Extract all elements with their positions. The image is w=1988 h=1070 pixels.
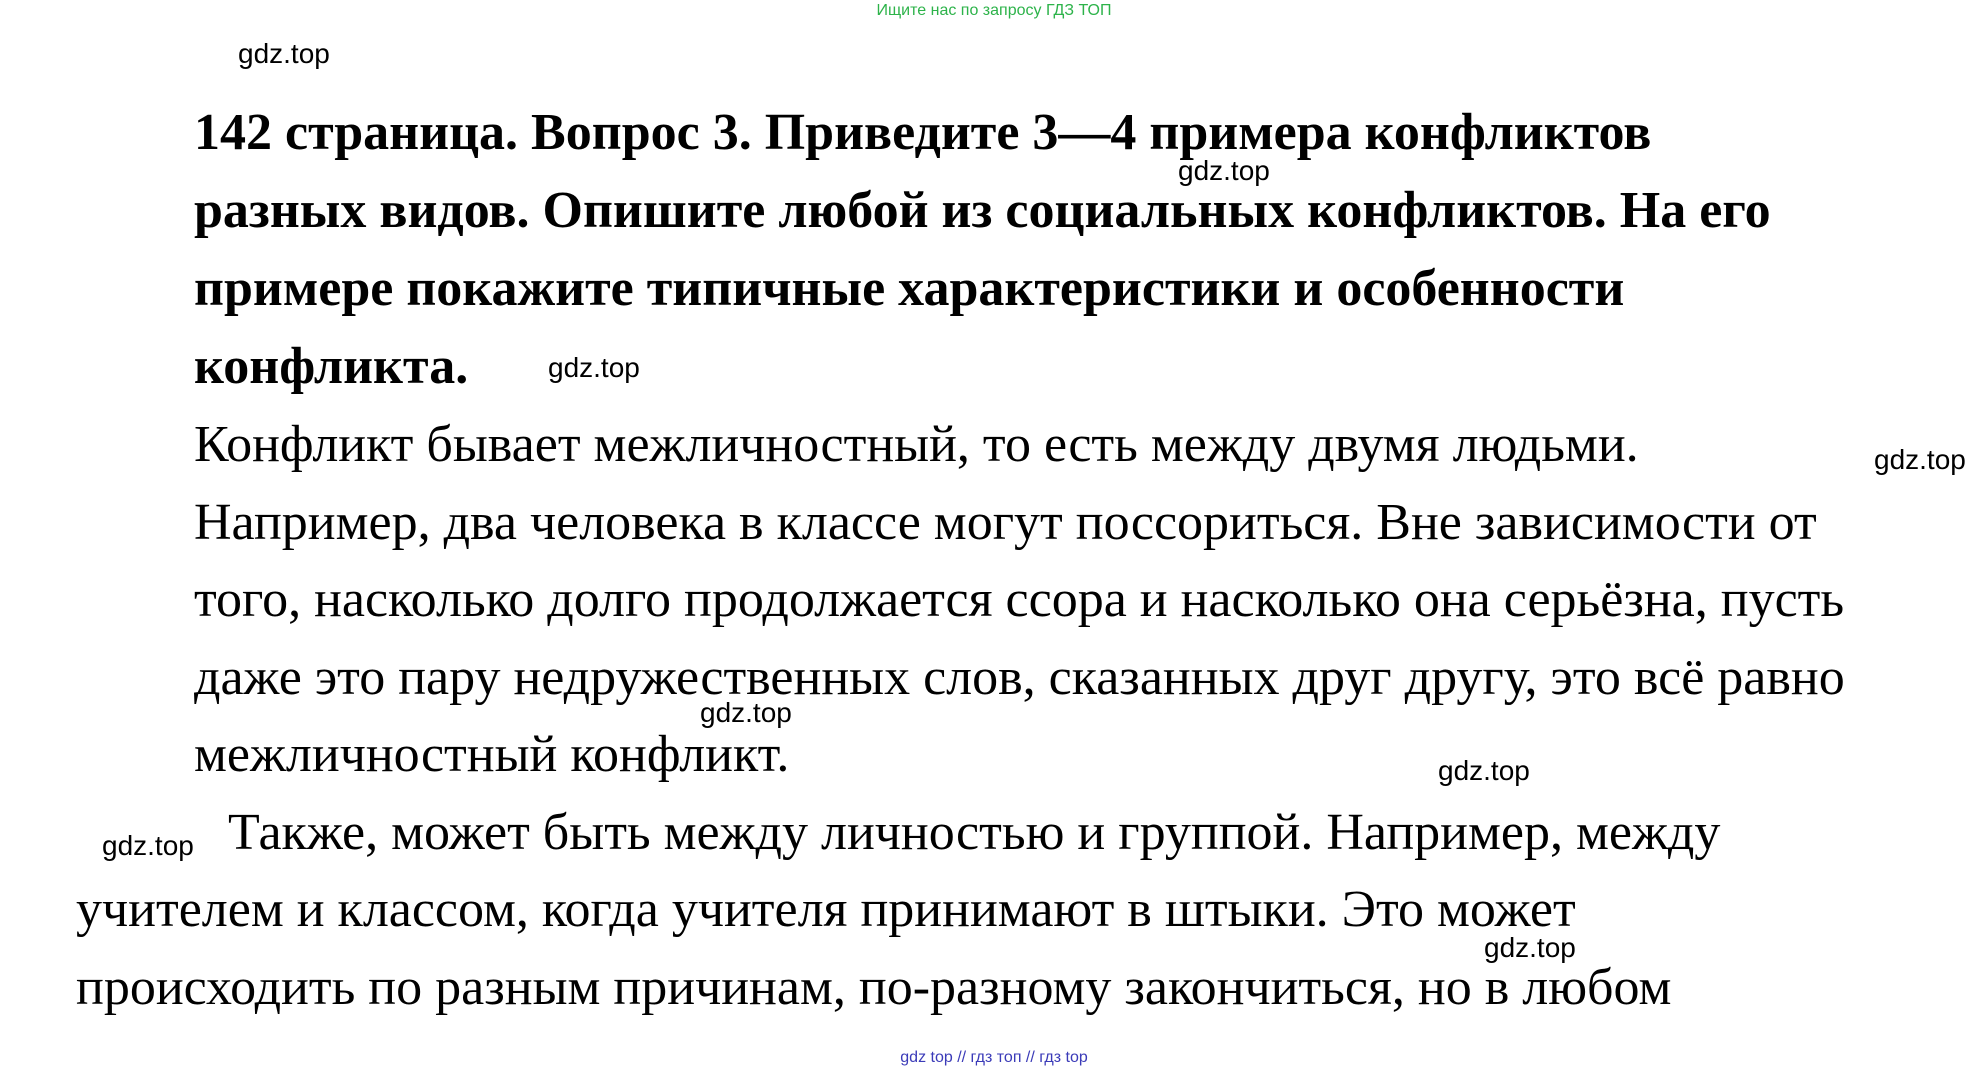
watermark: gdz.top [1484, 932, 1576, 963]
answer-line: даже это пару недружественных слов, сказанных друг другу, это всё равно [194, 648, 1845, 706]
watermark: gdz.top [238, 38, 330, 69]
answer-line: Конфликт бывает межличностный, то есть между двумя людьми. [194, 416, 1639, 473]
footer-links: gdz top // гдз топ // гдз top [900, 1049, 1088, 1066]
watermark: gdz.top [548, 352, 640, 383]
watermark: gdz.top [1438, 755, 1530, 786]
answer-line: того, насколько долго продолжается ссора и насколько она серьёзна, пусть [194, 571, 1845, 628]
answer-paragraph-1 [76, 406, 1956, 794]
document-page [76, 94, 1956, 1026]
answer-line: Также, может быть между личностью и группой. Например, между [228, 803, 1721, 861]
watermark: gdz.top [700, 697, 792, 728]
watermark: gdz.top [1874, 444, 1966, 475]
question-heading [76, 94, 1956, 406]
answer-paragraph-2 [76, 794, 1956, 1027]
answer-line: Например, два человека в классе могут поссориться. Вне зависимости от [194, 493, 1817, 551]
watermark: gdz.top [1178, 155, 1270, 186]
question-line: 142 страница. Вопрос 3. Приведите 3—4 примера конфликтов [194, 104, 1652, 161]
watermark: gdz.top [102, 830, 194, 861]
question-line: конфликта. [194, 338, 469, 395]
question-line: разных видов. Опишите любой из социальных конфликтов. На его [194, 182, 1771, 239]
answer-line: межличностный конфликт. [194, 726, 790, 783]
answer-line: учителем и классом, когда учителя принимают в штыки. Это может [76, 881, 1576, 938]
top-banner: Ищите нас по запросу ГДЗ ТОП [876, 2, 1112, 19]
question-line: примере покажите типичные характеристики и особенности [194, 260, 1625, 317]
answer-line: происходить по разным причинам, по-разному закончиться, но в любом [76, 958, 1672, 1016]
